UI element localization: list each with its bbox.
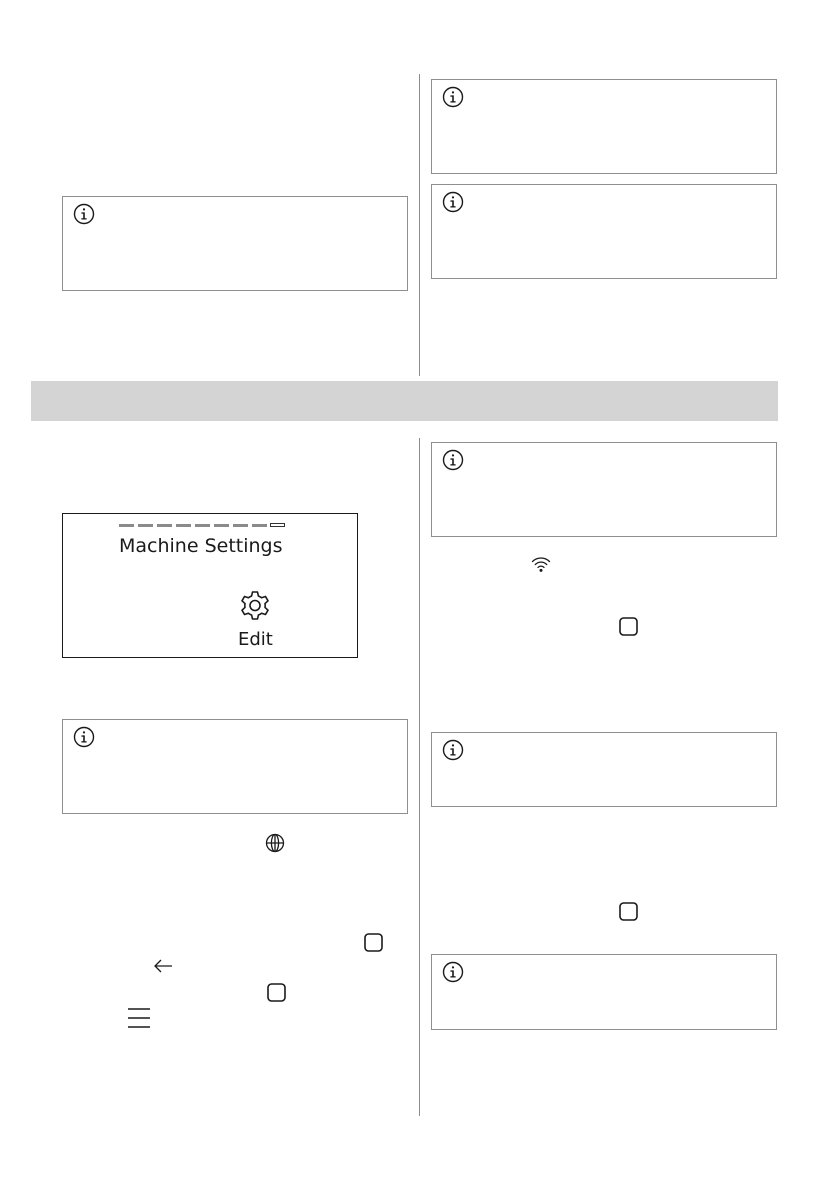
square-button-icon [267, 983, 286, 1002]
info-note-box [431, 442, 777, 537]
info-note-box [431, 184, 777, 279]
info-icon [442, 739, 464, 761]
display-screen [62, 513, 358, 658]
gear-icon [237, 589, 273, 625]
progress-dash [119, 524, 134, 527]
display-title: Machine Settings [119, 535, 283, 557]
info-note-box [431, 79, 777, 174]
edit-label: Edit [238, 629, 273, 650]
globe-icon [265, 833, 285, 853]
progress-dash [157, 524, 172, 527]
info-icon [442, 961, 464, 983]
progress-dash [252, 524, 267, 527]
progress-dash-active [270, 523, 285, 527]
wifi-icon [531, 556, 551, 573]
info-note-box [62, 719, 408, 814]
progress-dash [214, 524, 229, 527]
progress-dash [195, 524, 210, 527]
progress-dash [176, 524, 191, 527]
info-note-box [431, 954, 777, 1030]
square-button-icon [619, 902, 638, 921]
progress-dash [233, 524, 248, 527]
menu-icon [127, 1007, 151, 1029]
square-button-icon [619, 617, 638, 636]
column-divider-bottom [419, 438, 420, 1116]
info-note-box [431, 732, 777, 807]
info-icon [442, 191, 464, 213]
square-button-icon [364, 933, 383, 952]
back-arrow-icon [153, 958, 173, 974]
section-header-band [31, 381, 778, 421]
info-note-box [62, 196, 408, 291]
info-icon [73, 726, 95, 748]
info-icon [73, 203, 95, 225]
progress-dash [138, 524, 153, 527]
info-icon [442, 449, 464, 471]
info-icon [442, 86, 464, 108]
column-divider-top [419, 74, 420, 376]
